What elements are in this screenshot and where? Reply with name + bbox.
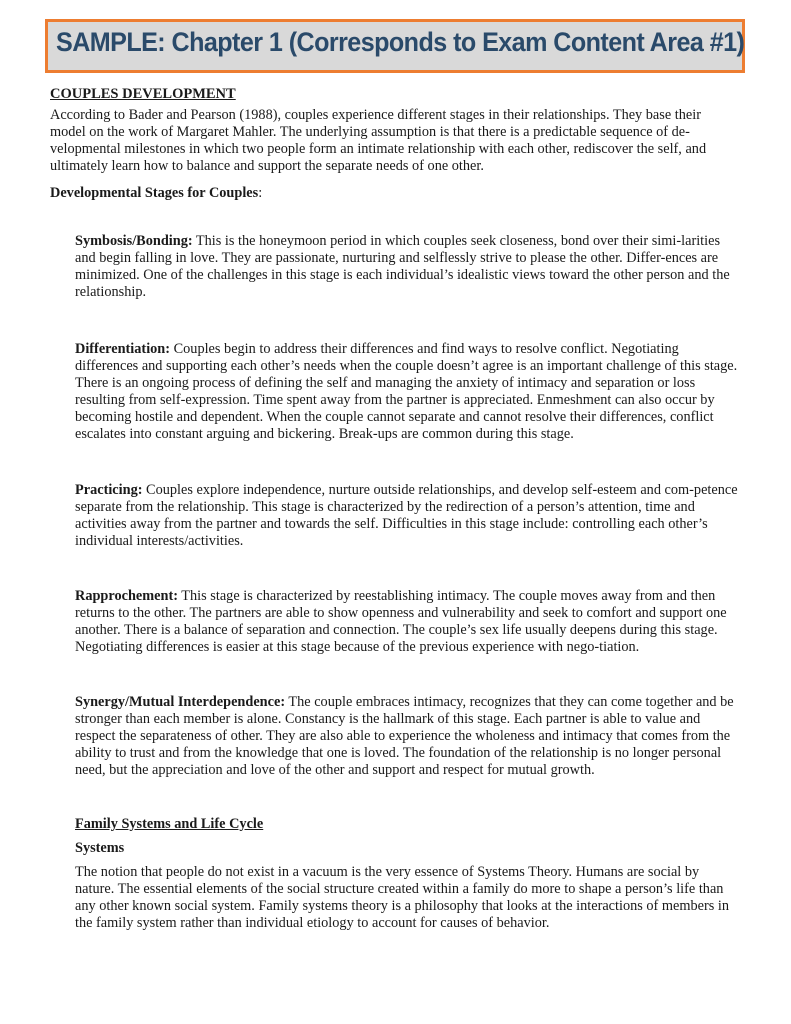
stage-term: Rapprochement: (75, 588, 178, 604)
stage-synergy (75, 694, 740, 779)
stage-symbiosis (75, 233, 740, 301)
chapter-banner (45, 19, 745, 73)
section-heading: COUPLES DEVELOPMENT (50, 86, 236, 102)
stage-term: Practicing: (75, 482, 143, 498)
stages-heading-text: Developmental Stages for Couples (50, 185, 259, 201)
stage-rapprochement (75, 588, 740, 656)
stage-term: Differentiation: (75, 341, 171, 357)
stage-text: This is the honeymoon period in which couples seek closeness, bond over their simi-larities and begin falling in love. They are passionate, nurturing and selflessly strive to please the other. Differ-ences are minimized. One of the challenges in this stage is each individual’s idealistic views toward the other person and the relationship. (75, 233, 730, 300)
systems-subheading: Systems (75, 840, 125, 856)
systems-paragraph: The notion that people do not exist in a vacuum is the very essence of Systems Theory. Humans are social by nature. The essential elements of the social structure created within a family do more to shape a person’s life than any other known social system. Family systems theory is a philosophy that looks at the interactions of members in the family system rather than individual etiology to account for causes of behavior. (75, 864, 729, 931)
stage-text: Couples explore independence, nurture outside relationships, and develop self-esteem and com-petence separate from the relationship. This stage is characterized by the redirection of a person’s attention, time and activities away from the partner and towards the self. Difficulties in this stage include: controlling each other’s individual interests/activities. (75, 482, 738, 549)
stage-text: The couple embraces intimacy, recognizes that they can come together and be stronger than each member is alone. Constancy is the hallmark of this stage. Each partner is able to value and respect the separateness of other. They are also able to experience the wholeness and intimacy that comes from the ability to trust and from the knowledge that one is loved. The foundation of the relationship is no longer personal need, but the appreciation and love of the other and support and respect for mutual growth. (75, 694, 734, 778)
stage-differentiation (75, 341, 740, 443)
document-body (50, 86, 740, 932)
stages-heading-colon: : (258, 185, 263, 201)
chapter-title: SAMPLE: Chapter 1 (Corresponds to Exam Content Area #1) (56, 27, 745, 57)
stage-term: Symbosis/Bonding: (75, 233, 193, 249)
stage-text: Couples begin to address their differences and find ways to resolve conflict. Negotiating differences and supporting each other’s needs when the couple doesn’t agree is an important challenge of this stage. There is an ongoing process of defining the self and managing the anxiety of intimacy and separation or loss resulting from self-expression. Time spent away from the partner is appreciated. Enmeshment can also occur by becoming hostile and dependent. When the couple cannot separate and cannot resolve their differences, conflict escalates into constant arguing and bickering. Break-ups are common during this stage. (75, 341, 738, 442)
intro-paragraph: According to Bader and Pearson (1988), couples experience different stages in their relationships. They base their model on the work of Margaret Mahler. The underlying assumption is that there is a predictable sequence of de-velopmental milestones in which two people form an intimate relationship with each other, rediscover the self, and ultimately learn how to balance and support the separate needs of one other. (50, 107, 707, 174)
stage-text: This stage is characterized by reestablishing intimacy. The couple moves away from and then returns to the other. The partners are able to show openness and vulnerability and seek to comfort and support one another. There is a balance of separation and connection. The couple’s sex life usually deepens during this stage. Negotiating differences is easier at this stage because of the previous experience with nego-tiation. (75, 588, 727, 655)
stage-practicing (75, 482, 740, 550)
family-systems-heading: Family Systems and Life Cycle (75, 816, 264, 832)
stage-term: Synergy/Mutual Interdependence: (75, 694, 286, 710)
stages-heading (50, 185, 740, 202)
